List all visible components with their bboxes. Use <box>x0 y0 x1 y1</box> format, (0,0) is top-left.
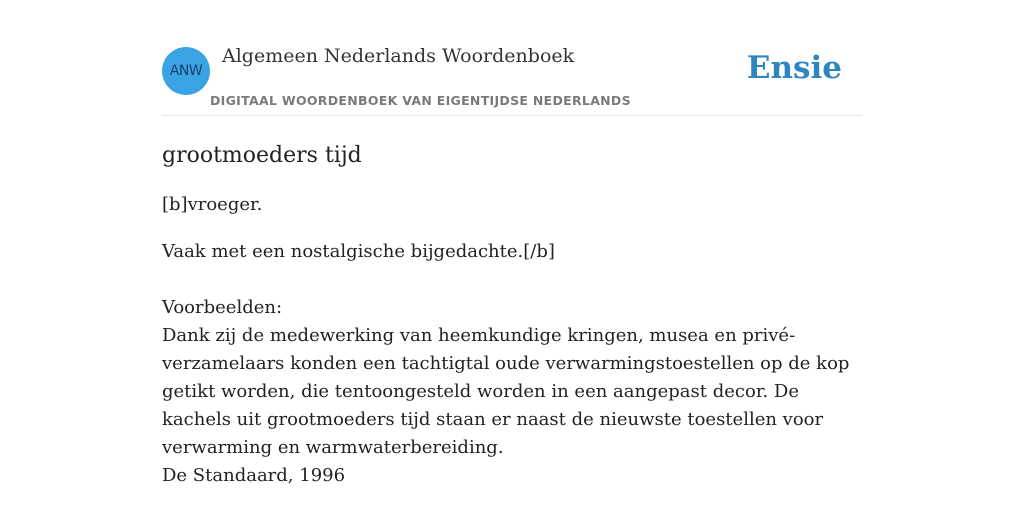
definition-line-1: [b]vroeger. <box>162 194 263 215</box>
examples-section <box>162 294 862 490</box>
examples-label: Voorbeelden: <box>162 297 283 318</box>
page-container <box>162 0 862 490</box>
example-source: De Standaard, 1996 <box>162 465 346 486</box>
site-header <box>162 0 862 116</box>
example-text: Dank zij de medewerking van heemkundige kringen, musea en privé-verzamelaars konden een tachtigtal oude verwarmingstoestellen op de kop getikt worden, die tentoongesteld worden in een aangepast decor. De kachels uit grootmoeders tijd staan er naast de nieuwste toestellen voor verwarming en warmwaterbereiding. <box>162 325 850 458</box>
site-subtitle: DIGITAAL WOORDENBOEK VAN EIGENTIJDSE NEDERLANDS <box>210 93 631 108</box>
entry-term: grootmoeders tijd <box>162 143 362 168</box>
definition-line-2: Vaak met een nostalgische bijgedachte.[/b] <box>162 241 555 262</box>
site-title[interactable]: Algemeen Nederlands Woordenboek <box>222 45 575 67</box>
ensie-brand-link[interactable]: Ensie <box>746 50 842 86</box>
logo-text: ANW <box>169 63 203 79</box>
anw-logo[interactable] <box>162 47 210 95</box>
